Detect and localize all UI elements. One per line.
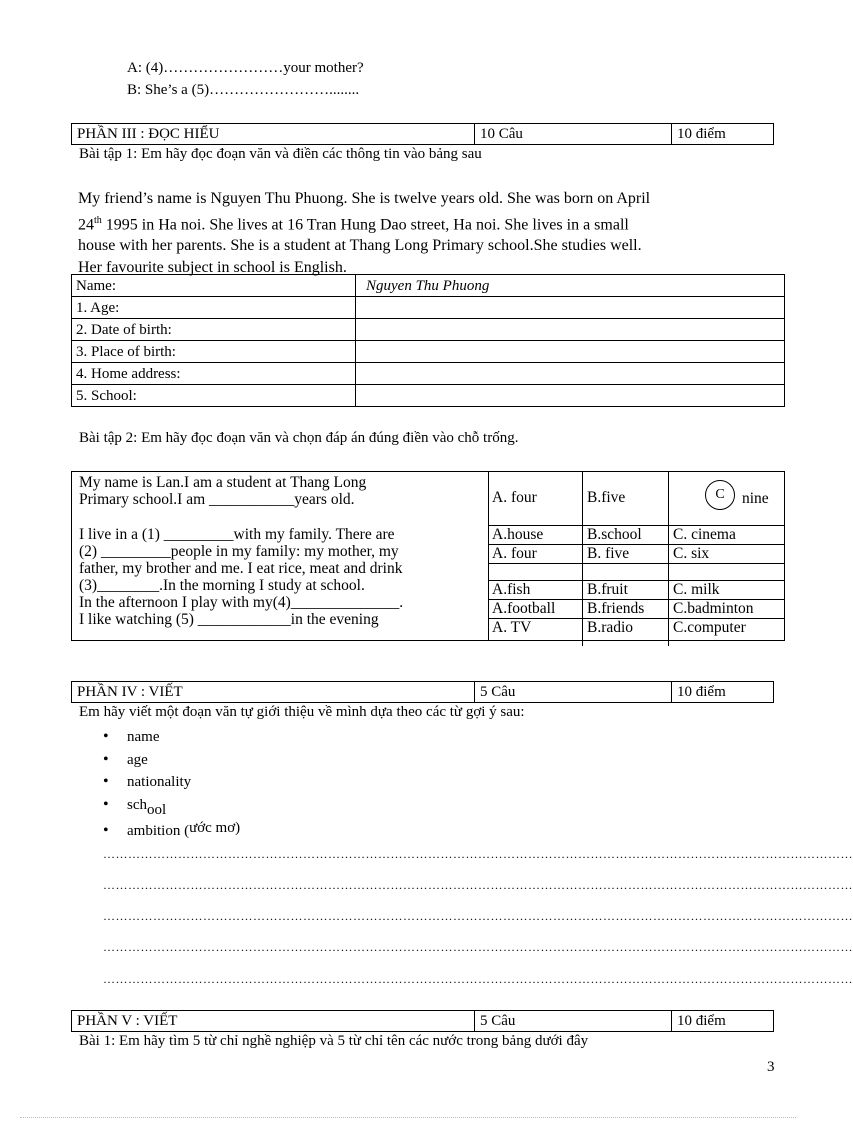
name-answer: Nguyen Thu Phuong bbox=[356, 275, 785, 297]
writing-line[interactable]: ……………………………………………………………………………………………………………………………………………………………… bbox=[103, 909, 853, 923]
dialogue-line-b: B: She’s a (5)……………………........ bbox=[127, 82, 360, 98]
part4-points: 10 điểm bbox=[672, 682, 774, 703]
page-footer-divider bbox=[20, 1117, 796, 1118]
part4-title: PHẦN IV : VIẾT bbox=[72, 682, 475, 703]
ex2-instruction: Bài tập 2: Em hãy đọc đoạn văn và chọn đáp án đúng điền vào chỗ trống. bbox=[79, 430, 519, 446]
part5-header bbox=[71, 1010, 774, 1032]
option-2a[interactable]: A. four bbox=[488, 544, 583, 563]
option-1c[interactable]: C. cinema bbox=[669, 525, 786, 544]
info-table bbox=[71, 274, 785, 407]
option-2b[interactable]: B. five bbox=[583, 544, 669, 563]
option-2c[interactable]: C. six bbox=[669, 544, 786, 563]
option-row bbox=[488, 599, 785, 618]
list-item: • name bbox=[103, 728, 160, 745]
writing-line[interactable]: ……………………………………………………………………………………………………………………………………………………………… bbox=[103, 972, 853, 986]
table-row: 2. Date of birth: bbox=[72, 319, 785, 341]
pob-answer-field[interactable] bbox=[356, 341, 785, 363]
answer-circle-mark: C bbox=[705, 480, 735, 510]
part3-points: 10 điểm bbox=[672, 124, 774, 145]
age-answer-field[interactable] bbox=[356, 297, 785, 319]
option-3a[interactable]: A.fish bbox=[488, 580, 583, 599]
table-row: 1. Age: bbox=[72, 297, 785, 319]
passage1-line1: My friend’s name is Nguyen Thu Phuong. She is twelve years old. She was born on April bbox=[78, 190, 651, 207]
option-1b[interactable]: B.school bbox=[583, 525, 669, 544]
part4-header bbox=[71, 681, 774, 703]
part4-count: 5 Câu bbox=[475, 682, 672, 703]
table-row: 5. School: bbox=[72, 385, 785, 407]
option-4c[interactable]: C.badminton bbox=[669, 599, 786, 618]
option-row bbox=[488, 525, 785, 544]
part3-header bbox=[71, 123, 774, 145]
option-0c[interactable]: C nine bbox=[669, 471, 786, 525]
part3-title: PHẦN III : ĐỌC HIỂU bbox=[72, 124, 475, 145]
option-row bbox=[488, 471, 785, 525]
table-row: 3. Place of birth: bbox=[72, 341, 785, 363]
option-3b[interactable]: B.fruit bbox=[583, 580, 669, 599]
list-item: • school bbox=[103, 796, 167, 818]
option-5c[interactable]: C.computer bbox=[669, 618, 786, 646]
option-4a[interactable]: A.football bbox=[488, 599, 583, 618]
dob-answer-field[interactable] bbox=[356, 319, 785, 341]
list-item: • nationality bbox=[103, 773, 192, 790]
list-item: • ambition (ước mơ) bbox=[103, 820, 241, 839]
dialogue-line-a: A: (4)……………………your mother? bbox=[127, 60, 364, 76]
option-5b[interactable]: B.radio bbox=[583, 618, 669, 646]
part5-instruction: Bài 1: Em hãy tìm 5 từ chỉ nghề nghiệp và 5 từ chỉ tên các nước trong bảng dưới đây bbox=[79, 1033, 589, 1049]
writing-line[interactable]: ……………………………………………………………………………………………………………………………………………………………… bbox=[103, 847, 853, 861]
option-4b[interactable]: B.friends bbox=[583, 599, 669, 618]
passage1-line4: Her favourite subject in school is English. bbox=[78, 258, 347, 276]
part3-count: 10 Câu bbox=[475, 124, 672, 145]
writing-line[interactable]: ……………………………………………………………………………………………………………………………………………………………… bbox=[103, 878, 853, 892]
option-0b[interactable]: B.five bbox=[583, 471, 669, 525]
passage1-line3: house with her parents. She is a student at Thang Long Primary school.She studies well. bbox=[78, 237, 642, 255]
page-number: 3 bbox=[767, 1059, 775, 1075]
part5-count: 5 Câu bbox=[475, 1011, 672, 1032]
option-0a[interactable]: A. four bbox=[488, 471, 583, 525]
passage1 bbox=[78, 188, 788, 278]
option-5a[interactable]: A. TV bbox=[488, 618, 583, 646]
ex1-instruction: Bài tập 1: Em hãy đọc đoạn văn và điền các thông tin vào bảng sau bbox=[79, 146, 482, 162]
part5-points: 10 điểm bbox=[672, 1011, 774, 1032]
passage2: My name is Lan.I am a student at Thang Long Primary school.I am ___________years old. I live in a (1) _________with my family. There are (2) _________people in my family: my mother, my father, my brother and me. I eat rice, meat and drink (3)________.In the morning I study at school. In the afternoon I play with my(4)______________. I like watching (5) ____________in the evening bbox=[79, 474, 404, 628]
option-row bbox=[488, 544, 785, 563]
option-row bbox=[488, 580, 785, 599]
address-answer-field[interactable] bbox=[356, 363, 785, 385]
passage1-line2: 24th 1995 in Ha noi. She lives at 16 Tran Hung Dao street, Ha noi. She lives in a small bbox=[78, 214, 629, 233]
table-row: Name: Nguyen Thu Phuong bbox=[72, 275, 785, 297]
list-item: • age bbox=[103, 751, 148, 768]
part4-instruction: Em hãy viết một đoạn văn tự giới thiệu về mình dựa theo các từ gợi ý sau: bbox=[79, 704, 525, 720]
option-row-empty bbox=[488, 563, 785, 580]
options-table bbox=[488, 471, 785, 646]
writing-line[interactable]: ……………………………………………………………………………………………………………………………………………………………… bbox=[103, 940, 853, 954]
school-answer-field[interactable] bbox=[356, 385, 785, 407]
option-row bbox=[488, 618, 785, 646]
option-3c[interactable]: C. milk bbox=[669, 580, 786, 599]
option-1a[interactable]: A.house bbox=[488, 525, 583, 544]
part5-title: PHẦN V : VIẾT bbox=[72, 1011, 475, 1032]
table-row: 4. Home address: bbox=[72, 363, 785, 385]
